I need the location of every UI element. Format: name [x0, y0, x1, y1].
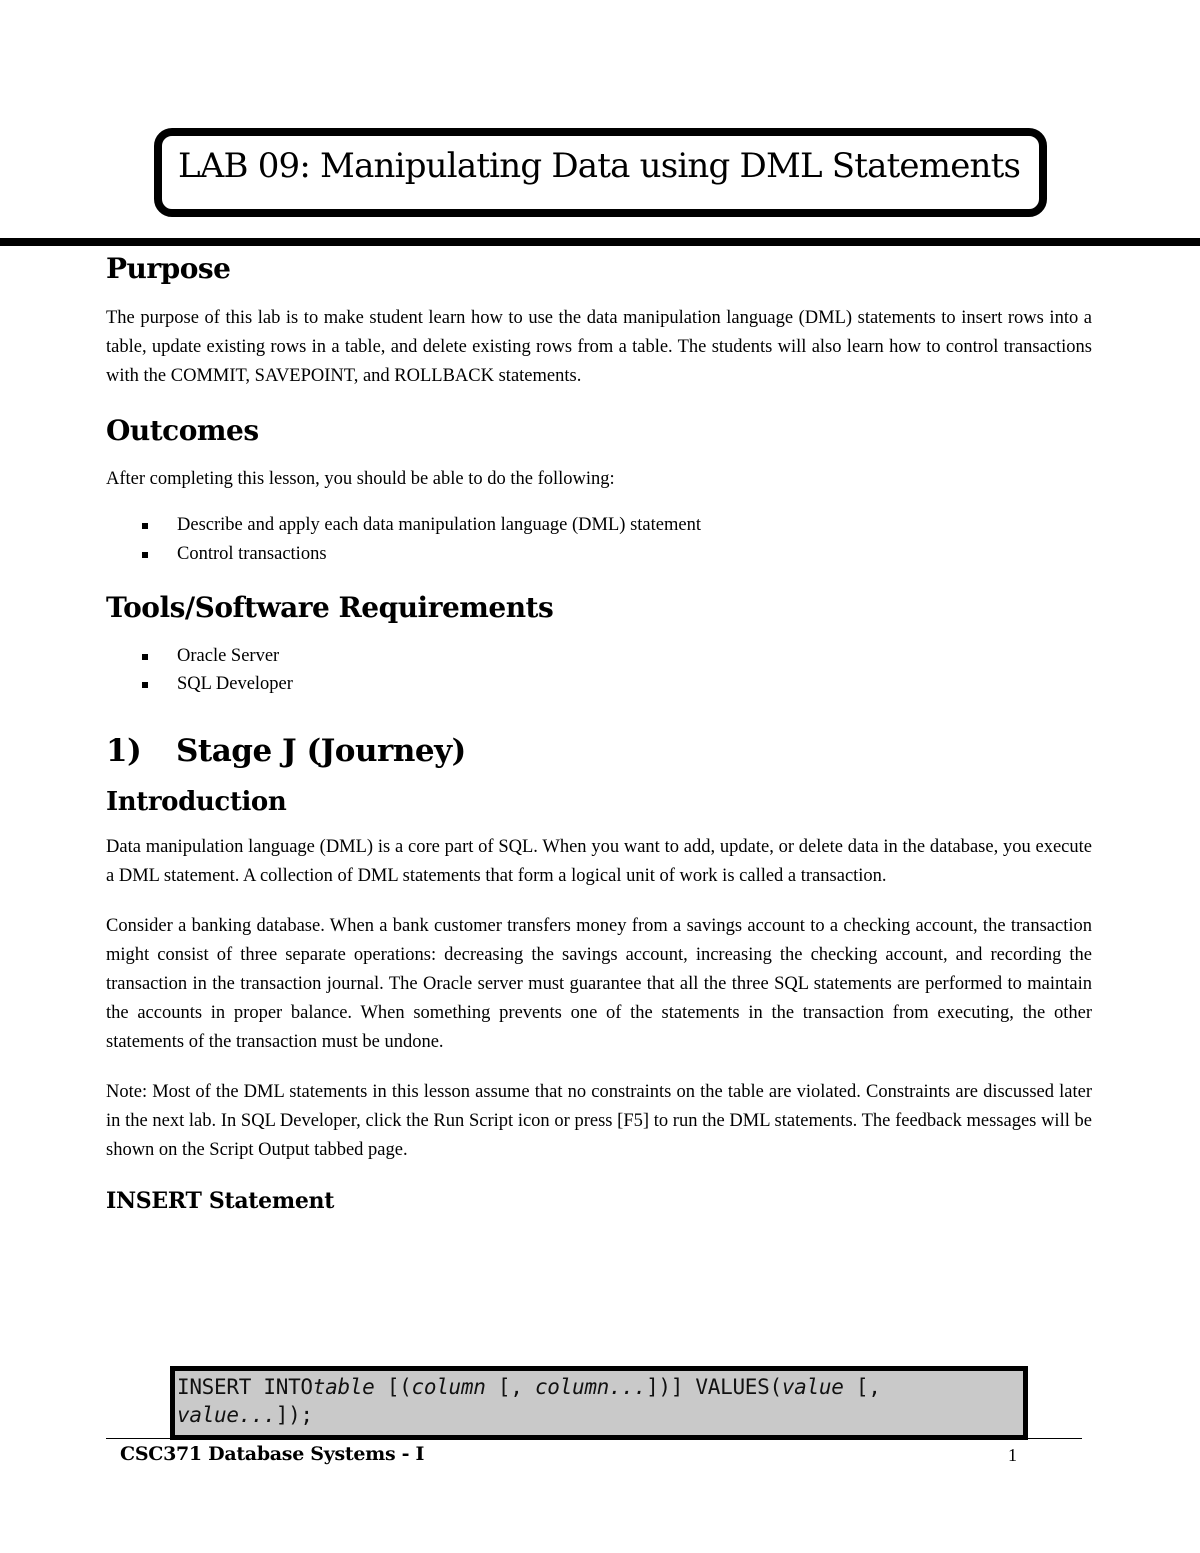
- page-title: LAB 09: Manipulating Data using DML Statements: [178, 146, 1021, 186]
- intro-paragraph-2: Consider a banking database. When a bank customer transfers money from a savings account to a checking account, the transaction might consist of three separate operations: decreasing the savings account, increasing the checking account, and recording the transaction in the transaction journal. The Oracle server must guarantee that all the three SQL statements are performed to maintain the accounts in proper balance. When something prevents one of the statements in the transaction from executing, the other statements of the transaction must be undone.: [106, 916, 1092, 1053]
- list-item: Oracle Server: [106, 642, 1092, 671]
- tools-heading: Tools/Software Requirements: [106, 591, 554, 625]
- stage-number: 1): [106, 732, 142, 769]
- intro-paragraph-3: Note: Most of the DML statements in this lesson assume that no constraints on the table are violated. Constraints are discussed later in the next lab. In SQL Developer, click the Run Script icon or press [F5] to run the DML statements. The feedback messages will be shown on the Script Output tabbed page.: [106, 1082, 1092, 1161]
- stage-title: Stage J (Journey): [176, 732, 466, 769]
- intro-paragraph-1: Data manipulation language (DML) is a core part of SQL. When you want to add, update, or delete data in the database, you execute a DML statement. A collection of DML statements that form a logical unit of work is called a transaction.: [106, 837, 1092, 887]
- list-item: SQL Developer: [106, 670, 1092, 699]
- bullet-icon: [142, 523, 148, 529]
- purpose-heading: Purpose: [106, 252, 231, 285]
- document-body: [106, 246, 1092, 1215]
- insert-heading: INSERT Statement: [106, 1188, 335, 1215]
- tools-list: [106, 642, 1092, 699]
- bullet-icon: [142, 552, 148, 558]
- insert-syntax-code: INSERT INTOtable [(column [, column...])] VALUES(value [, value...]);: [170, 1366, 1028, 1440]
- stage-heading: [106, 733, 1092, 770]
- outcomes-list: [106, 511, 1092, 568]
- footer-rule: [106, 1438, 1082, 1439]
- header-rule: [0, 238, 1200, 246]
- bullet-icon: [142, 654, 148, 660]
- list-item: Describe and apply each data manipulation language (DML) statement: [106, 511, 1092, 540]
- introduction-heading: Introduction: [106, 786, 287, 817]
- footer-course: CSC371 Database Systems - I: [120, 1443, 425, 1465]
- footer-page-number: 1: [1008, 1445, 1017, 1465]
- title-box: [154, 128, 1047, 217]
- outcomes-intro: After completing this lesson, you should be able to do the following:: [106, 469, 615, 490]
- list-item: Control transactions: [106, 540, 1092, 569]
- purpose-text: The purpose of this lab is to make student learn how to use the data manipulation language (DML) statements to insert rows into a table, update existing rows in a table, and delete existing rows from a table. The students will also learn how to control transactions with the COMMIT, SAVEPOINT, and ROLLBACK statements.: [106, 307, 1092, 386]
- outcomes-heading: Outcomes: [106, 413, 259, 447]
- bullet-icon: [142, 682, 148, 688]
